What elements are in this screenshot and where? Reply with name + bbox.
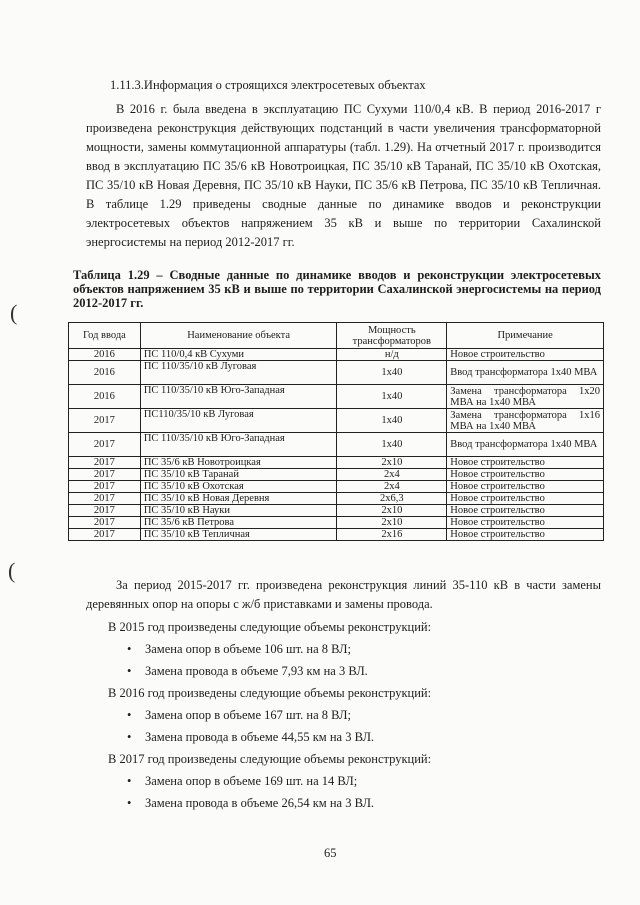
year-cell: 2017 — [69, 469, 141, 481]
table-row — [69, 493, 604, 505]
bullet-icon: • — [127, 664, 132, 678]
bullet-icon: • — [127, 708, 132, 722]
year-cell: 2017 — [69, 529, 141, 541]
year-cell: 2017 — [69, 457, 141, 469]
year-2015-intro: В 2015 год произведены следующие объемы реконструкций: — [108, 620, 432, 634]
note-cell: Замена трансформатора 1х16 МВА на 1х40 МВА — [447, 409, 604, 433]
object-cell: ПС 110/35/10 кВ Луговая — [140, 361, 337, 385]
note-cell: Новое строительство — [447, 469, 604, 481]
year-cell: 2017 — [69, 505, 141, 517]
page-number: 65 — [324, 846, 337, 860]
table-caption: Таблица 1.29 – Сводные данные по динамике вводов и реконструкции электросетевых объектов напряжением 35 кВ и выше по территории Сахалинской энергосистемы на период 2012-2017 гг. — [73, 268, 601, 310]
intro-paragraph: В 2016 г. была введена в эксплуатацию ПС Сухуми 110/0,4 кВ. В период 2016-2017 г произведена реконструкция действующих подстанций в части увеличения трансформаторной мощности, замены коммутационной аппаратуры (табл. 1.29). На отчетный 2017 г. производится ввод в эксплуатацию ПС 35/6 кВ Новотроицкая, ПС 35/10 кВ Таранай, ПС 35/10 кВ Охотская, ПС 35/10 кВ Новая Деревня, ПС 35/10 кВ Науки, ПС 35/6 кВ Петрова, ПС 35/10 кВ Тепличная. В таблице 1.29 приведены сводные данные по динамике вводов и реконструкции электросетевых объектов напряжением 35 кВ и выше по территории Сахалинской энергосистемы на период 2012-2017 гг. — [86, 102, 601, 249]
note-cell: Новое строительство — [447, 493, 604, 505]
power-cell: 2х16 — [337, 529, 447, 541]
year-cell: 2017 — [69, 409, 141, 433]
bullet-text: Замена провода в объеме 44,55 км на 3 ВЛ. — [145, 730, 375, 744]
year-2016-intro: В 2016 год произведены следующие объемы реконструкций: — [108, 686, 432, 700]
column-header: Год ввода — [69, 323, 141, 349]
power-cell: 2х10 — [337, 457, 447, 469]
table-row — [69, 385, 604, 409]
table-row — [69, 433, 604, 457]
object-cell: ПС 35/10 кВ Тепличная — [140, 529, 337, 541]
table-row — [69, 349, 604, 361]
table-row — [69, 529, 604, 541]
bullet-text: Замена провода в объеме 26,54 км на 3 ВЛ. — [145, 796, 375, 810]
section-heading: 1.11.3.Информация о строящихся электросетевых объектах — [110, 78, 426, 92]
object-cell: ПС 110/35/10 кВ Юго-Западная — [140, 433, 337, 457]
bullet-text: Замена опор в объеме 106 шт. на 8 ВЛ; — [145, 642, 351, 656]
year-cell: 2017 — [69, 481, 141, 493]
after-table-paragraph: За период 2015-2017 гг. произведена реконструкция линий 35-110 кВ в части замены деревянных опор на опоры с ж/б приставками и замены провода. — [86, 578, 601, 611]
year-cell: 2017 — [69, 433, 141, 457]
object-cell: ПС 110/0,4 кВ Сухуми — [140, 349, 337, 361]
table-row — [69, 469, 604, 481]
bullet-icon: • — [127, 730, 132, 744]
power-cell: 2х10 — [337, 505, 447, 517]
bullet-item — [127, 708, 351, 723]
object-cell: ПС 35/10 кВ Науки — [140, 505, 337, 517]
note-cell: Новое строительство — [447, 517, 604, 529]
bullet-item — [127, 664, 368, 679]
power-cell: 1х40 — [337, 385, 447, 409]
object-cell: ПС 35/6 кВ Новотроицкая — [140, 457, 337, 469]
margin-mark: ( — [10, 300, 18, 325]
object-cell: ПС 35/10 кВ Охотская — [140, 481, 337, 493]
bullet-text: Замена провода в объеме 7,93 км на 3 ВЛ. — [145, 664, 368, 678]
note-cell: Новое строительство — [447, 505, 604, 517]
data-table — [68, 322, 604, 541]
table-row — [69, 361, 604, 385]
object-cell: ПС 35/10 кВ Таранай — [140, 469, 337, 481]
note-cell: Новое строительство — [447, 457, 604, 469]
year-cell: 2016 — [69, 361, 141, 385]
year-cell: 2016 — [69, 349, 141, 361]
year-2017-intro: В 2017 год произведены следующие объемы реконструкций: — [108, 752, 432, 766]
column-header: Мощность трансформаторов — [337, 323, 447, 349]
table-row — [69, 457, 604, 469]
power-cell: 2х4 — [337, 469, 447, 481]
object-cell: ПС 35/10 кВ Новая Деревня — [140, 493, 337, 505]
note-cell: Новое строительство — [447, 529, 604, 541]
table-row — [69, 409, 604, 433]
year-cell: 2016 — [69, 385, 141, 409]
object-cell: ПС110/35/10 кВ Луговая — [140, 409, 337, 433]
note-cell: Ввод трансформатора 1х40 МВА — [447, 433, 604, 457]
power-cell: 1х40 — [337, 361, 447, 385]
note-cell: Ввод трансформатора 1х40 МВА — [447, 361, 604, 385]
object-cell: ПС 110/35/10 кВ Юго-Западная — [140, 385, 337, 409]
year-cell: 2017 — [69, 493, 141, 505]
note-cell: Новое строительство — [447, 349, 604, 361]
bullet-icon: • — [127, 642, 132, 656]
bullet-icon: • — [127, 774, 132, 788]
bullet-item — [127, 642, 351, 657]
note-cell: Замена трансформатора 1х20 МВА на 1х40 МВА — [447, 385, 604, 409]
power-cell: 2х4 — [337, 481, 447, 493]
note-cell: Новое строительство — [447, 481, 604, 493]
table-row — [69, 517, 604, 529]
bullet-icon: • — [127, 796, 132, 810]
bullet-text: Замена опор в объеме 169 шт. на 14 ВЛ; — [145, 774, 358, 788]
power-cell: н/д — [337, 349, 447, 361]
bullet-text: Замена опор в объеме 167 шт. на 8 ВЛ; — [145, 708, 351, 722]
table-row — [69, 481, 604, 493]
table-header-row — [69, 323, 604, 349]
power-cell: 2х6,3 — [337, 493, 447, 505]
bullet-item — [127, 730, 374, 745]
power-cell: 2х10 — [337, 517, 447, 529]
bullet-item — [127, 774, 357, 789]
year-cell: 2017 — [69, 517, 141, 529]
column-header: Примечание — [447, 323, 604, 349]
table-row — [69, 505, 604, 517]
bullet-item — [127, 796, 374, 811]
margin-mark: ( — [8, 558, 16, 583]
object-cell: ПС 35/6 кВ Петрова — [140, 517, 337, 529]
power-cell: 1х40 — [337, 409, 447, 433]
column-header: Наименование объекта — [140, 323, 337, 349]
power-cell: 1х40 — [337, 433, 447, 457]
